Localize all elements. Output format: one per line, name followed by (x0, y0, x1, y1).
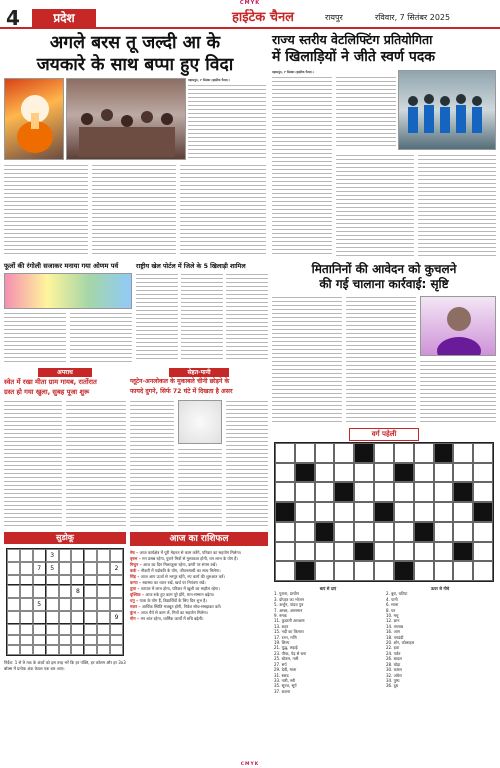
crossword-cell[interactable] (334, 542, 354, 562)
crossword-clue: 28. घोड़ा (386, 661, 401, 667)
crossword-cell[interactable] (414, 443, 434, 463)
crossword-clue: 7. अम्बर, आसमान (274, 607, 303, 613)
crossword-cell (354, 443, 374, 463)
issue-date: रविवार, 7 सितंबर 2025 (375, 13, 451, 22)
crossword-cell[interactable] (414, 561, 434, 581)
sudoku-cell[interactable] (33, 624, 46, 634)
crossword-cell (354, 542, 374, 562)
crossword-cell[interactable] (334, 502, 354, 522)
crossword-clue: 18. पगडंडी (386, 634, 404, 640)
horoscope-text: आर्थिक स्थिति मजबूत होगी, निवेश सोच-समझकर करें। (141, 604, 222, 609)
crossword-clue: 33. नारी, स्त्री (274, 677, 295, 683)
sudoku-cell[interactable] (84, 645, 97, 655)
crossword-cell[interactable] (354, 561, 374, 581)
crossword-clue: 5. अर्जुन, पांडव पुत्र (274, 602, 304, 608)
sudoku-cell[interactable] (84, 549, 97, 562)
crossword-cell[interactable] (414, 542, 434, 562)
flower-body-col2 (70, 312, 132, 362)
crossword-clue: 12. ज्ञान (386, 618, 400, 624)
crossword-cell[interactable] (334, 561, 354, 581)
crossword-cell[interactable] (473, 463, 493, 483)
horoscope-text: आज आप ऊर्जा से भरपूर रहेंगे, नए कार्य की शुरुआत करें। (140, 574, 225, 579)
sudoku-cell[interactable] (7, 549, 20, 562)
crossword-title: वर्ग पहेली (349, 428, 419, 441)
sudoku-cell[interactable] (97, 585, 110, 598)
crossword-cell[interactable] (414, 502, 434, 522)
apradh-label: अपराध (38, 368, 92, 377)
apradh-body-col2 (66, 400, 126, 528)
horoscope-sign: मीन – (130, 616, 141, 621)
health-body-col2 (178, 448, 222, 528)
crossword-cell[interactable] (275, 522, 295, 542)
mitanin-body-col3 (420, 360, 496, 424)
horoscope (130, 532, 268, 762)
horoscope-sign: मकर – (130, 604, 142, 609)
apradh-headline-1: स्वेत में रखा मीता ग्राम गायब, रातोंरात (4, 378, 97, 386)
sudoku-cell[interactable] (71, 645, 84, 655)
crossword-cell[interactable] (295, 542, 315, 562)
sudoku-cell[interactable] (59, 585, 72, 598)
crossword-cell[interactable] (434, 522, 454, 542)
crossword-clue: 37. बजना (274, 688, 291, 694)
horoscope-item (130, 616, 268, 622)
sudoku-cell[interactable] (46, 645, 59, 655)
sudoku-cell[interactable] (46, 598, 59, 611)
crossword-cell[interactable] (414, 463, 434, 483)
horoscope-text: यात्रा के योग हैं, विद्यार्थियों के लिए दिन शुभ है। (139, 598, 207, 603)
horoscope-text: आज कार्यक्षेत्र में पूरी मेहनत से काम करेंगे, परिवार का सहयोग मिलेगा। (139, 550, 242, 555)
weightlifting-dateline: महासमुंद, 7 सितंबर (हाईटेक चैनल)। (272, 70, 314, 74)
mitanin-body-col1 (272, 296, 342, 424)
sudoku-cell[interactable] (110, 549, 123, 562)
sudoku-cell[interactable] (110, 598, 123, 611)
players-photo (398, 70, 496, 150)
sudoku-cell[interactable]: 5 (33, 598, 46, 611)
portal-body-col2 (181, 273, 223, 362)
crossword-clue: 3. दोपहर का भोजन (274, 596, 304, 602)
crossword-cell[interactable] (354, 522, 374, 542)
crossword-cell[interactable] (473, 561, 493, 581)
crossword-cell[interactable] (374, 482, 394, 502)
crossword-cell[interactable] (374, 463, 394, 483)
sudoku-cell[interactable] (20, 575, 33, 585)
sudoku-cell[interactable] (59, 562, 72, 575)
crossword-cell[interactable] (453, 443, 473, 463)
lead-headline-1: अगले बरस तू जल्दी आ के (49, 33, 221, 53)
health-headline-1: ग्लूटेन-अनलोकल के मुकाबले चीनी छोड़ने के (130, 378, 230, 385)
crossword-cell[interactable] (434, 561, 454, 581)
crossword-cell[interactable] (354, 482, 374, 502)
crossword-cell[interactable] (295, 443, 315, 463)
portal-body-col1 (136, 273, 178, 362)
sudoku-cell[interactable] (97, 598, 110, 611)
crossword-cell[interactable] (473, 542, 493, 562)
crossword-clue: 11. कुदरती आरक्षण (274, 618, 305, 624)
health-headline-2: फायदे दुगने, सिर्फ 72 घंटे में दिखता है असर (130, 388, 233, 395)
sudoku-cell[interactable] (7, 598, 20, 611)
onam-photo (4, 273, 132, 309)
sudoku-cell[interactable] (59, 598, 72, 611)
crossword (272, 428, 496, 762)
bottom-cmyk-mark: CMYK (240, 762, 260, 767)
sudoku-cell[interactable] (46, 585, 59, 598)
crossword-cell[interactable] (473, 443, 493, 463)
crossword-cell[interactable] (354, 502, 374, 522)
weightlifting-body-col4 (418, 154, 496, 256)
crossword-across (274, 586, 382, 694)
crossword-cell[interactable] (473, 522, 493, 542)
health-section (130, 368, 268, 528)
sudoku-cell[interactable]: 5 (46, 562, 59, 575)
city-name: रायपुर (325, 13, 343, 22)
crossword-cell[interactable] (275, 463, 295, 483)
crossword-clue: 9. नमक (274, 613, 287, 619)
mitanin-body-col2 (346, 296, 416, 424)
section-label: प्रदेश (32, 9, 96, 27)
crossword-down (386, 586, 494, 689)
crossword-clue: 34. पुष्प (386, 677, 400, 683)
weightlifting-body-col3 (336, 154, 414, 256)
crossword-cell[interactable] (315, 463, 335, 483)
sudoku-cell[interactable] (33, 611, 46, 624)
sudoku-cell[interactable] (97, 575, 110, 585)
crossword-clue: 25. बोतल, नली (274, 656, 299, 662)
mitanin-headline-2: की गई चालाना कार्रवाई: सृष्टि (319, 277, 449, 291)
portal-headline: राष्ट्रीय खेल पोर्टल में जिले के 5 खिलाड़ी शामिल (136, 263, 246, 270)
crossword-clue: 36. दूध (386, 683, 399, 689)
health-label: सेहत-पानी (169, 368, 229, 377)
sudoku-cell[interactable] (84, 598, 97, 611)
ganesh-photo (4, 78, 64, 160)
crossword-cell[interactable] (374, 443, 394, 463)
horoscope-title: आज का राशिफल (130, 532, 268, 546)
mitanin-headline-1: मितानिनों की आवेदन को कुचलने (311, 262, 457, 276)
crossword-clue: 23. पौधा, पेड़ से बना (274, 650, 307, 656)
sudoku-cell[interactable] (71, 635, 84, 645)
weightlifting-story (272, 32, 496, 258)
portal-body-col3 (226, 273, 268, 362)
crossword-clue: 35. सूरज, सूर्य (274, 683, 297, 689)
mitanin-story (272, 262, 496, 424)
sudoku-title: सुडोकू (4, 532, 126, 544)
horoscope-sign: मेष – (130, 550, 140, 555)
crossword-cell (334, 482, 354, 502)
sudoku-cell[interactable] (7, 624, 20, 634)
crossword-cell[interactable] (295, 482, 315, 502)
crossword-cell[interactable] (315, 542, 335, 562)
lead-body-col2 (92, 164, 176, 256)
sudoku-cell[interactable]: 2 (110, 562, 123, 575)
crossword-clue: 20. शोर, कोलाहल (386, 640, 415, 646)
apradh-headline-2: ग्रस्त हो गया खुला, सुबह पूजा शुरू (4, 388, 90, 396)
sudoku-cell[interactable]: 7 (33, 562, 46, 575)
crossword-clue: 6. माला (386, 602, 399, 608)
horoscope-sign: कुंभ – (130, 610, 141, 615)
crossword-cell[interactable] (295, 502, 315, 522)
sudoku-cell[interactable] (46, 635, 59, 645)
sudoku-cell[interactable] (20, 549, 33, 562)
horoscope-text: नौकरी में पदोन्नति के योग, जीवनसाथी का साथ मिलेगा। (140, 568, 221, 573)
portal-story (136, 262, 268, 362)
crossword-clue: 31. स्वाद (274, 672, 289, 678)
lead-headline-2: जयकारे के साथ बप्पा हुए विदा (36, 55, 234, 75)
sudoku-cell[interactable] (20, 562, 33, 575)
crossword-cell[interactable] (334, 443, 354, 463)
sudoku-cell[interactable] (84, 635, 97, 645)
crossword-clue: 24. पर्वत (386, 650, 401, 656)
crossword-clue: 8. घर (386, 607, 396, 613)
crossword-cell[interactable] (394, 522, 414, 542)
sudoku-cell[interactable] (84, 575, 97, 585)
sudoku-cell[interactable] (71, 549, 84, 562)
sudoku-cell[interactable] (59, 611, 72, 624)
crossword-clue: 15. नदी का किनारा (274, 629, 304, 635)
crossword-cell[interactable] (434, 502, 454, 522)
horoscope-sign: तुला – (130, 586, 141, 591)
crossword-cell (374, 502, 394, 522)
crossword-cell (414, 522, 434, 542)
crossword-cell[interactable] (374, 542, 394, 562)
sudoku-cell[interactable] (84, 562, 97, 575)
crossword-clue: 4. पानी (386, 596, 398, 602)
srishti-photo (420, 296, 496, 356)
sudoku-cell[interactable] (71, 575, 84, 585)
crossword-clue: 2. बुरा, घटिया (386, 591, 408, 597)
horoscope-text: आज का दिन मिलाजुला रहेगा, वाणी पर संयम रखें। (143, 562, 217, 567)
sudoku-cell[interactable]: 9 (110, 611, 123, 624)
horoscope-text: आज रुके हुए काम पूरे होंगे, मान-सम्मान बढ़ेगा। (145, 592, 215, 597)
crossword-clue: 26. बादल (386, 656, 402, 662)
horoscope-text: स्वास्थ्य का ध्यान रखें, खर्च पर नियंत्रण रखें। (142, 580, 206, 585)
sudoku-cell[interactable] (20, 624, 33, 634)
sudoku-cell[interactable] (71, 624, 84, 634)
sudoku-cell[interactable] (46, 575, 59, 585)
crossword-cell (434, 443, 454, 463)
crossword-cell[interactable] (374, 522, 394, 542)
sudoku-cell[interactable] (20, 598, 33, 611)
sudoku-cell[interactable] (7, 611, 20, 624)
crossword-clue: 17. रतन, मणि (274, 634, 297, 640)
crossword-cell[interactable] (453, 522, 473, 542)
crossword-cell (394, 463, 414, 483)
weightlifting-headline-1: राज्य स्तरीय वेटलिफ्टिंग प्रतियोगिता (272, 32, 433, 47)
crossword-cell[interactable] (453, 561, 473, 581)
lead-body-right (188, 84, 266, 160)
sudoku-cell[interactable] (20, 585, 33, 598)
crossword-cell[interactable] (315, 443, 335, 463)
sudoku-cell[interactable] (33, 585, 46, 598)
sudoku-cell[interactable] (110, 624, 123, 634)
masthead (0, 7, 500, 29)
crossword-cell[interactable] (374, 561, 394, 581)
horoscope-sign: वृषभ – (130, 556, 143, 561)
crossword-cell (295, 561, 315, 581)
horoscope-text: मन प्रसन्न रहेगा, पुराने मित्रों से मुलाकात होगी, धन लाभ के योग हैं। (142, 556, 238, 561)
horoscope-sign: कन्या – (130, 580, 143, 585)
weightlifting-headline-2: में खिलाड़ियों ने जीते स्वर्ण पदक (272, 49, 436, 65)
crossword-clue: 10. मधु (386, 613, 399, 619)
crossword-clue: 16. आग (386, 629, 400, 635)
sudoku-cell[interactable] (20, 635, 33, 645)
flower-body-col1 (4, 312, 66, 362)
crossword-cell (453, 542, 473, 562)
sudoku-cell[interactable] (33, 575, 46, 585)
crossword-cell[interactable] (453, 502, 473, 522)
crossword-cell[interactable] (473, 482, 493, 502)
sudoku-cell[interactable] (7, 645, 20, 655)
crossword-clue: 1. पुराना, प्राचीन (274, 591, 299, 597)
crossword-cell[interactable] (315, 482, 335, 502)
sudoku-cell[interactable] (46, 624, 59, 634)
sudoku-cell[interactable] (59, 575, 72, 585)
across-title: बाएं से दाएं (319, 586, 337, 591)
horoscope-list (130, 550, 268, 622)
celebration-photo (66, 78, 186, 160)
crossword-clue: 19. शिल्प (274, 640, 290, 646)
crossword-cell (315, 522, 335, 542)
flower-headline: फूलों की रंगोली सजाकर मनाया गया ओणम पर्व (4, 262, 119, 270)
sudoku-cell[interactable] (110, 635, 123, 645)
sudoku-cell[interactable] (97, 635, 110, 645)
crossword-clue: 30. कमल (386, 667, 402, 673)
horoscope-text: आज धैर्य से काम लें, मित्रों का सहयोग मिलेगा। (140, 610, 209, 615)
top-cmyk-mark: CMYK (239, 0, 261, 6)
sudoku-cell[interactable] (59, 624, 72, 634)
crossword-cell[interactable] (354, 463, 374, 483)
sudoku-cell[interactable] (46, 611, 59, 624)
sudoku-cell[interactable] (33, 645, 46, 655)
weightlifting-body-col1 (272, 76, 332, 256)
sudoku-cell[interactable] (71, 562, 84, 575)
sudoku-cell[interactable] (59, 549, 72, 562)
health-body-col3 (226, 400, 268, 528)
sudoku-cell[interactable] (59, 645, 72, 655)
lead-body-col3 (180, 164, 266, 256)
sudoku-cell[interactable] (7, 635, 20, 645)
sudoku-cell[interactable]: 3 (46, 549, 59, 562)
sudoku-cell[interactable] (110, 575, 123, 585)
crossword-cell (275, 502, 295, 522)
sudoku-cell[interactable] (97, 611, 110, 624)
crossword-cell (394, 561, 414, 581)
sudoku-cell[interactable] (97, 549, 110, 562)
crossword-cell[interactable] (414, 482, 434, 502)
crossword-cell (453, 482, 473, 502)
sudoku-cell[interactable] (7, 575, 20, 585)
horoscope-sign: मिथुन – (130, 562, 143, 567)
sudoku-cell[interactable] (20, 645, 33, 655)
sudoku-cell[interactable] (84, 585, 97, 598)
sudoku-cell[interactable] (7, 562, 20, 575)
horoscope-text: मन शांत रहेगा, धार्मिक कार्यों में रुचि बढ़ेगी। (140, 616, 204, 621)
crossword-cell[interactable] (394, 542, 414, 562)
sudoku-cell[interactable] (71, 611, 84, 624)
paper-name: हाईटेक चैनल (232, 10, 294, 25)
sudoku-cell[interactable] (59, 635, 72, 645)
horoscope-sign: कर्क – (130, 568, 141, 573)
sudoku-cell[interactable] (84, 624, 97, 634)
crossword-cell[interactable] (453, 463, 473, 483)
sudoku-cell[interactable]: 8 (71, 585, 84, 598)
health-body-col1 (130, 400, 174, 528)
crossword-cell[interactable] (394, 502, 414, 522)
sudoku-cell[interactable] (7, 585, 20, 598)
sudoku-cell[interactable] (110, 645, 123, 655)
crossword-clue: 32. अंधेरा (386, 672, 402, 678)
sudoku-cell[interactable] (71, 598, 84, 611)
crossword-cell[interactable] (275, 561, 295, 581)
flower-story (4, 262, 132, 362)
sudoku-cell[interactable] (110, 585, 123, 598)
horoscope-sign: सिंह – (130, 574, 141, 579)
crossword-clue: 29. देवी, माता (274, 667, 297, 673)
crossword-cell[interactable] (334, 463, 354, 483)
crossword-clue: 27. सर्प (274, 661, 287, 667)
crossword-cell[interactable] (315, 561, 335, 581)
crossword-cell[interactable] (275, 443, 295, 463)
sudoku-instructions: निर्देश: 1 से 9 तक के अंकों को इस तरह भरें कि हर पंक्ति, हर कॉलम और हर 3x3 बॉक्स में प्रत्येक अंक केवल एक बार आए। (4, 660, 126, 671)
sugar-photo (178, 400, 222, 444)
lead-dateline: महासमुंद, 7 सितंबर (हाईटेक चैनल)। (188, 78, 230, 82)
sudoku-cell[interactable] (84, 611, 97, 624)
crossword-cell[interactable] (315, 502, 335, 522)
crossword-cell[interactable] (394, 443, 414, 463)
apradh-body-col1 (4, 400, 62, 528)
crossword-cell[interactable] (334, 522, 354, 542)
crossword-cell[interactable] (434, 482, 454, 502)
crossword-cell[interactable] (295, 522, 315, 542)
crossword-cell[interactable] (394, 482, 414, 502)
crossword-clue: 22. हवा (386, 645, 400, 651)
sudoku-cell[interactable] (97, 645, 110, 655)
crossword-cell[interactable] (434, 463, 454, 483)
crossword-cell (473, 502, 493, 522)
sudoku-cell[interactable] (97, 624, 110, 634)
horoscope-sign: धनु – (130, 598, 140, 603)
horoscope-sign: वृश्चिक – (130, 592, 146, 597)
page-number: 4 (6, 6, 20, 30)
crossword-grid[interactable] (274, 442, 494, 582)
crossword-clue: 21. युद्ध, लड़ाई (274, 645, 298, 651)
lead-story (4, 32, 266, 258)
sudoku-grid[interactable] (6, 548, 124, 656)
crossword-cell (295, 463, 315, 483)
sudoku-cell[interactable] (97, 562, 110, 575)
weightlifting-body-col2 (336, 76, 396, 148)
sudoku-cell[interactable] (33, 549, 46, 562)
lead-body-col1 (4, 164, 88, 256)
horoscope-text: व्यापार में लाभ होगा, परिवार में खुशी का माहौल रहेगा। (140, 586, 220, 591)
down-title: ऊपर से नीचे (430, 586, 450, 591)
crossword-cell[interactable] (275, 482, 295, 502)
crossword-cell[interactable] (275, 542, 295, 562)
crossword-cell[interactable] (434, 542, 454, 562)
apradh-section (4, 368, 126, 528)
crossword-clue: 14. तालाब (386, 623, 403, 629)
crossword-clue: 13. शहर (274, 623, 289, 629)
sudoku-cell[interactable] (20, 611, 33, 624)
sudoku (4, 532, 126, 762)
sudoku-cell[interactable] (33, 635, 46, 645)
